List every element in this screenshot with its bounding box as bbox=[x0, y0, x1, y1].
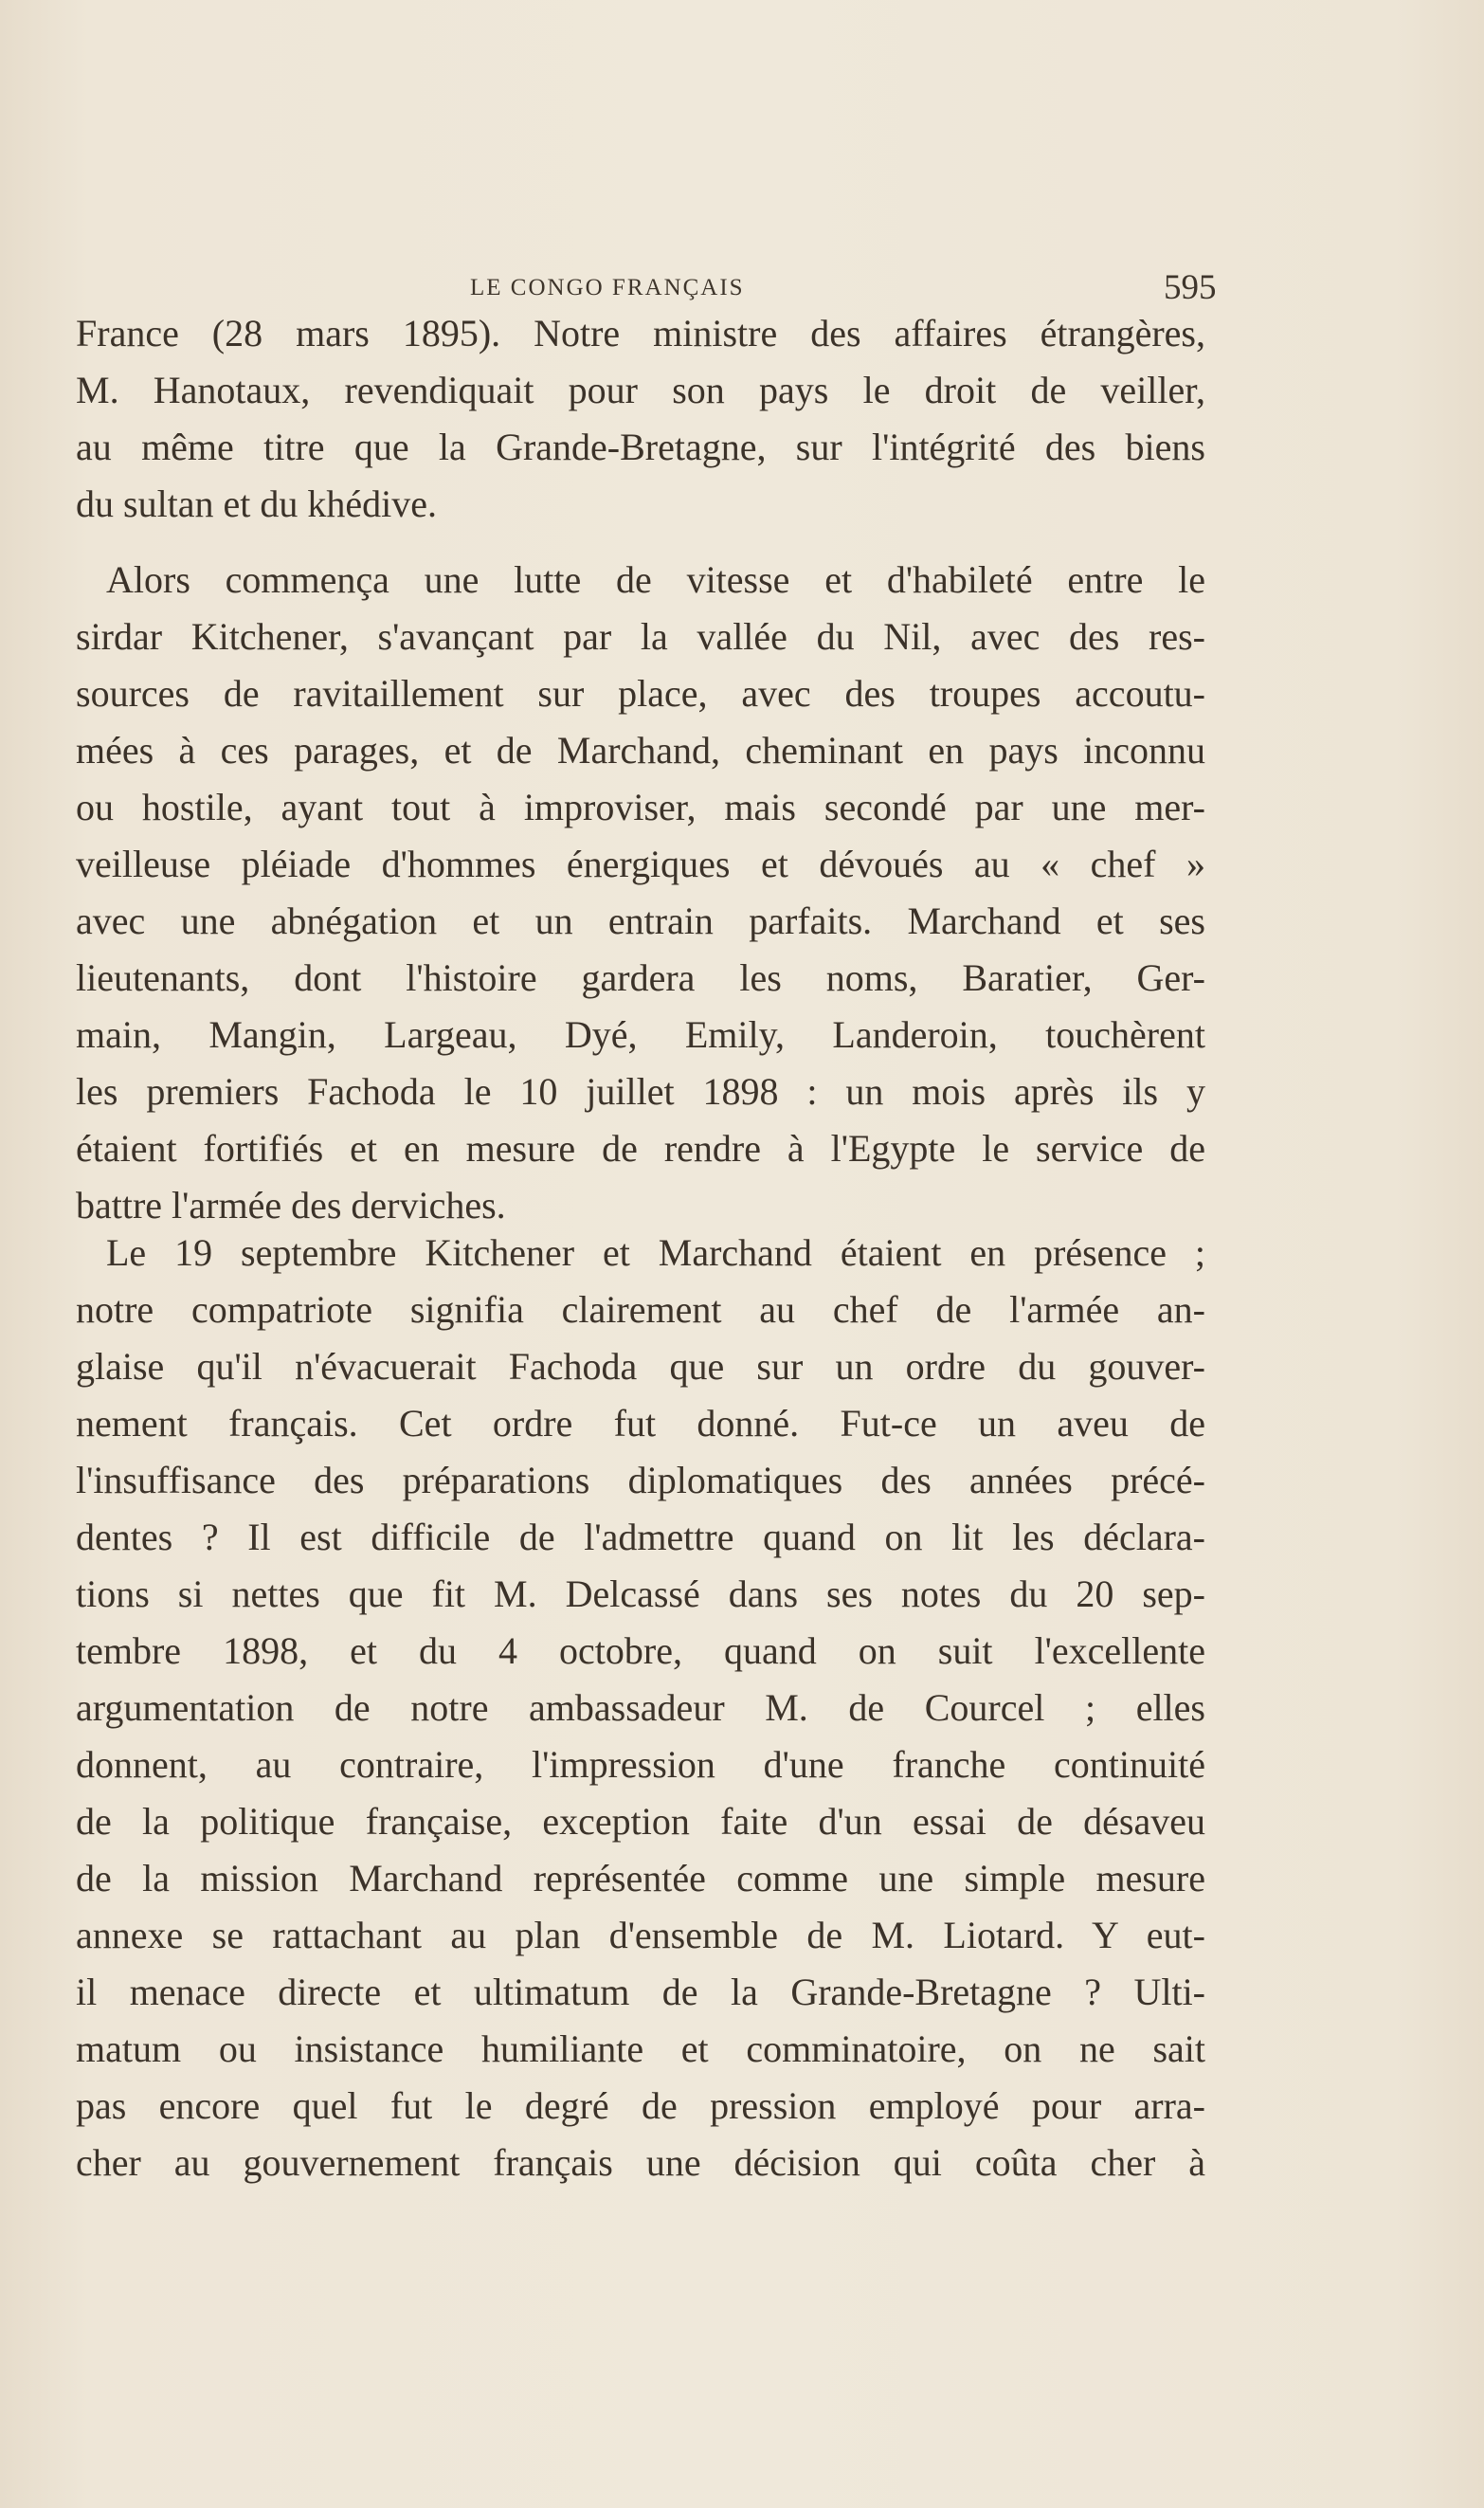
text-line: pas encore quel fut le degré de pression employé pour arra- bbox=[76, 2084, 1205, 2127]
text-line: avec une abnégation et un entrain parfaits. Marchand et ses bbox=[76, 900, 1205, 942]
text-line: du sultan et du khédive. bbox=[76, 482, 438, 525]
text-line: dentes ? Il est difficile de l'admettre quand on lit les déclara- bbox=[76, 1516, 1205, 1558]
text-line: tions si nettes que fit M. Delcassé dans ses notes du 20 sep- bbox=[76, 1572, 1205, 1615]
text-line: au même titre que la Grande-Bretagne, sur l'intégrité des biens bbox=[76, 426, 1205, 468]
text-line: notre compatriote signifia clairement au chef de l'armée an- bbox=[76, 1288, 1205, 1331]
text-line: étaient fortifiés et en mesure de rendre à l'Egypte le service de bbox=[76, 1127, 1205, 1170]
text-line: matum ou insistance humiliante et comminatoire, on ne sait bbox=[76, 2027, 1205, 2070]
text-line: l'insuffisance des préparations diplomatiques des années précé- bbox=[76, 1459, 1205, 1501]
text-line: lieutenants, dont l'histoire gardera les noms, Baratier, Ger- bbox=[76, 956, 1205, 999]
text-line: main, Mangin, Largeau, Dyé, Emily, Landeroin, touchèrent bbox=[76, 1013, 1205, 1056]
text-line: veilleuse pléiade d'hommes énergiques et dévoués au « chef » bbox=[76, 843, 1205, 885]
text-line: annexe se rattachant au plan d'ensemble de M. Liotard. Y eut- bbox=[76, 1914, 1205, 1956]
text-line: il menace directe et ultimatum de la Grande-Bretagne ? Ulti- bbox=[76, 1971, 1205, 2013]
text-line: sirdar Kitchener, s'avançant par la vallée du Nil, avec des res- bbox=[76, 615, 1205, 658]
text-line: les premiers Fachoda le 10 juillet 1898 : un mois après ils y bbox=[76, 1070, 1205, 1113]
running-head: LE CONGO FRANÇAIS bbox=[470, 275, 745, 300]
text-line: Le 19 septembre Kitchener et Marchand étaient en présence ; bbox=[106, 1231, 1205, 1274]
text-line: donnent, au contraire, l'impression d'une franche continuité bbox=[76, 1743, 1205, 1786]
text-line: nement français. Cet ordre fut donné. Fut-ce un aveu de bbox=[76, 1402, 1205, 1445]
text-line: mées à ces parages, et de Marchand, cheminant en pays inconnu bbox=[76, 729, 1205, 772]
text-line: ou hostile, ayant tout à improviser, mais secondé par une mer- bbox=[76, 786, 1205, 828]
text-line: de la politique française, exception faite d'un essai de désaveu bbox=[76, 1800, 1205, 1843]
text-line: M. Hanotaux, revendiquait pour son pays le droit de veiller, bbox=[76, 369, 1205, 411]
text-line: sources de ravitaillement sur place, avec des troupes accoutu- bbox=[76, 672, 1205, 715]
text-line: Alors commença une lutte de vitesse et d'habileté entre le bbox=[106, 558, 1205, 601]
text-line: de la mission Marchand représentée comme une simple mesure bbox=[76, 1857, 1205, 1899]
text-line: glaise qu'il n'évacuerait Fachoda que sur un ordre du gouver- bbox=[76, 1345, 1205, 1388]
text-line: argumentation de notre ambassadeur M. de Courcel ; elles bbox=[76, 1686, 1205, 1729]
text-line: battre l'armée des derviches. bbox=[76, 1184, 506, 1227]
text-line: cher au gouvernement français une décision qui coûta cher à bbox=[76, 2141, 1205, 2184]
text-line: tembre 1898, et du 4 octobre, quand on suit l'excellente bbox=[76, 1629, 1205, 1672]
text-line: France (28 mars 1895). Notre ministre des affaires étrangères, bbox=[76, 312, 1205, 354]
page-number: 595 bbox=[1164, 268, 1217, 307]
